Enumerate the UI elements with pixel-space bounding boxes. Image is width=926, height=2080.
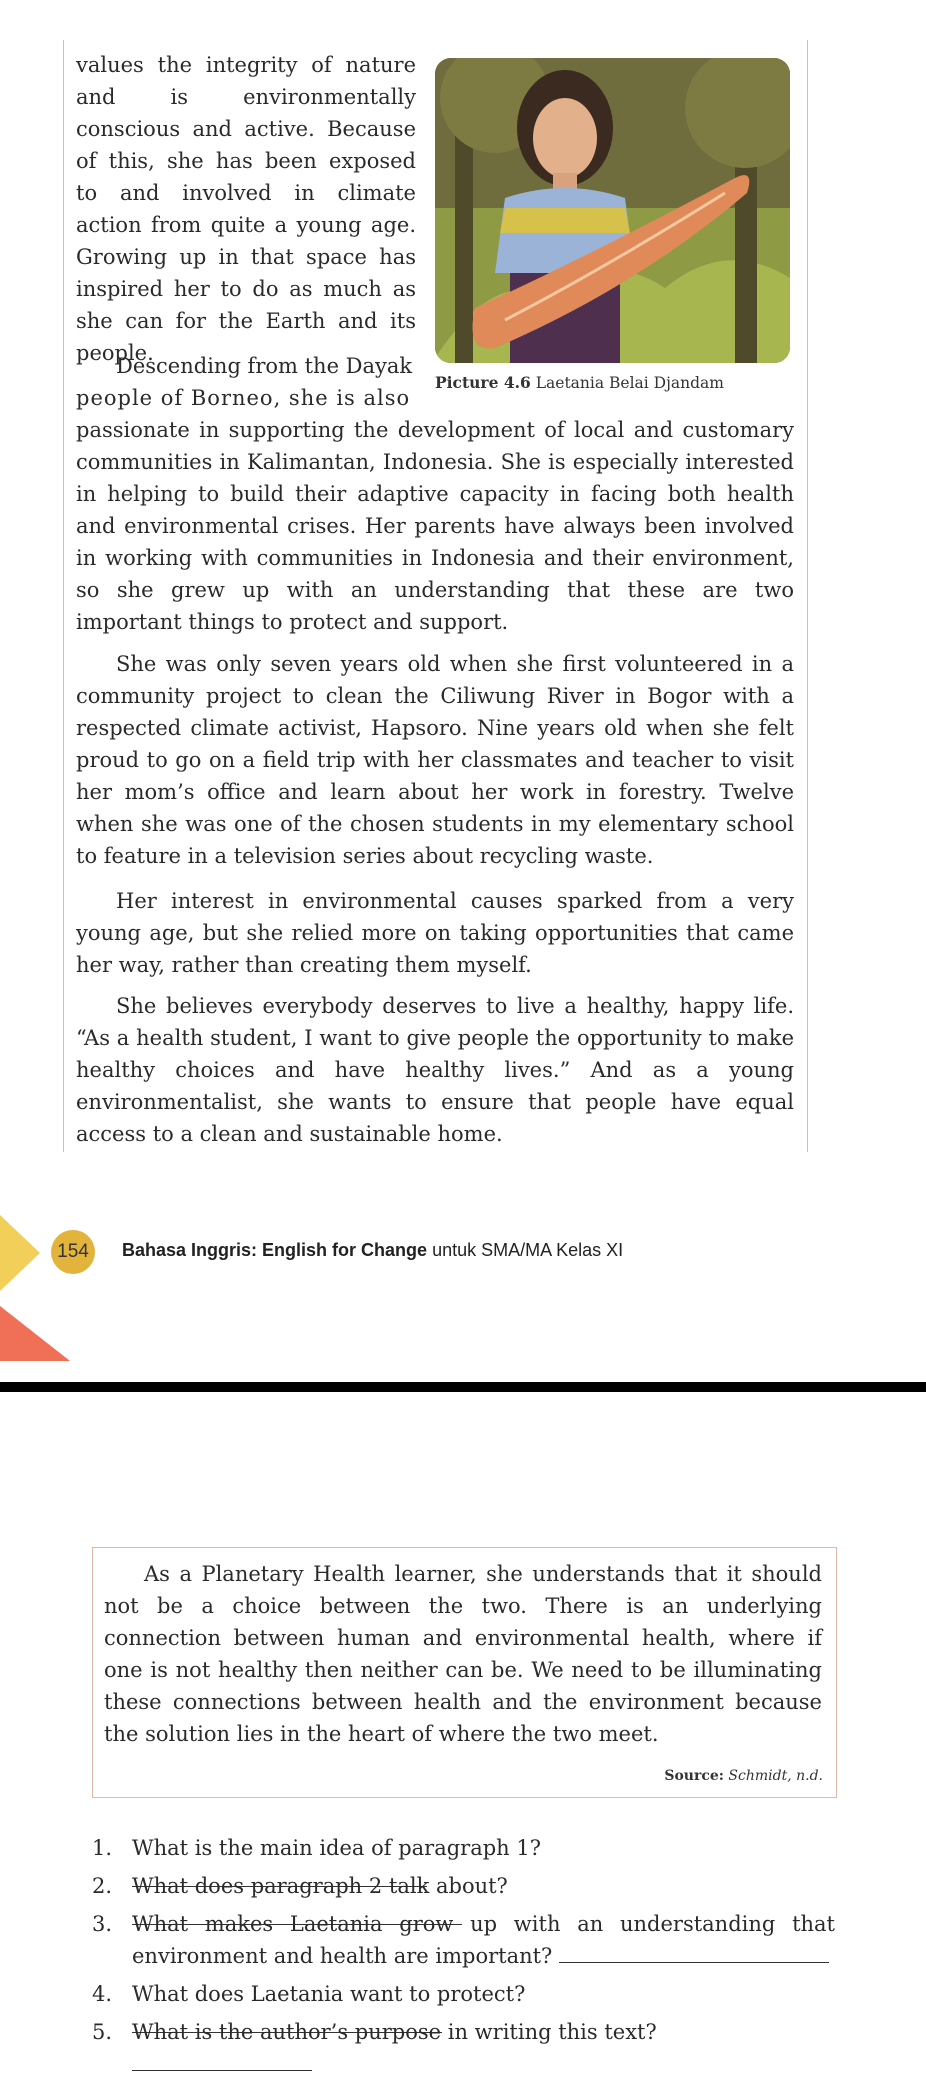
source-note	[664, 1768, 823, 1784]
page-separator	[0, 1382, 926, 1392]
paragraph-2-second-line: people of Borneo, she is also	[76, 386, 411, 410]
page-number: 154	[51, 1230, 95, 1274]
paragraph-1: values the integrity of nature and is environmentally conscious and active. Because of this, she has been exposed to and involved in climate action from quite a young age. Growing up in that space has inspired her to do as much as she can for the Earth and its people.	[76, 53, 416, 365]
paragraph-5: She believes everybody deserves to live a healthy, happy life. “As a health student, I want to give people the opportunity to make healthy choices and have healthy lives.” And as a young environmentalist, she wants to ensure that people have equal access to a clean and sustainable home.	[76, 994, 794, 1146]
answer-line[interactable]	[559, 1944, 829, 1963]
question-text: What is the main idea of paragraph 1?	[132, 1836, 541, 1860]
question-number: 5.	[92, 2020, 113, 2044]
paragraph-2-lead: Descending from the Dayak	[116, 354, 413, 378]
book-title-rest: untuk SMA/MA Kelas XI	[432, 1240, 624, 1260]
question-text: What does Laetania want to protect?	[132, 1982, 526, 2006]
question-text-line-2: environment and health are important?	[132, 1944, 553, 1968]
book-title	[122, 1240, 623, 1261]
question-number: 3.	[92, 1912, 113, 1936]
question-number: 4.	[92, 1982, 113, 2006]
question-number: 1.	[92, 1836, 113, 1860]
caption-text: Laetania Belai Djandam	[535, 374, 724, 392]
question-3	[92, 1908, 835, 1972]
question-text: What is the author’s purpose in writing this text?	[132, 2020, 657, 2044]
question-text-line-1: What makes Laetania grow up with an understanding that	[132, 1912, 835, 1936]
question-text: What does paragraph 2 talk about?	[132, 1874, 508, 1898]
paragraph-6: As a Planetary Health learner, she understands that it should not be a choice between the two. There is an underlying connection between human and environmental health, where if one is not healthy then neither can be. We need to be illuminating these connections between health and the environment because the solution lies in the heart of where the two meet.	[104, 1562, 822, 1746]
source-value: Schmidt, n.d.	[728, 1768, 823, 1784]
question-number: 2.	[92, 1874, 113, 1898]
laetania-illustration	[435, 58, 790, 363]
book-title-bold: Bahasa Inggris: English for Change	[122, 1240, 428, 1260]
portrait-image	[435, 58, 790, 363]
paragraph-4: Her interest in environmental causes sparked from a very young age, but she relied more on taking opportunities that came her way, rather than creating them myself.	[76, 889, 794, 977]
paragraph-2-rest: passionate in supporting the development of local and customary communities in Kalimantan, Indonesia. She is especially interested in helping to build their adaptive capacity in facing both health and environmental crises. Her parents have always been involved in working with communities in Indonesia and their environment, so she grew up with an understanding that these are two important things to protect and support.	[76, 418, 794, 634]
paragraph-3: She was only seven years old when she first volunteered in a community project to clean the Ciliwung River in Bogor with a respected climate activist, Hapsoro. Nine years old when she felt proud to go on a field trip with her classmates and teacher to visit her mom’s office and learn about her work in forestry. Twelve when she was one of the chosen students in my elementary school to feature in a television series about recycling waste.	[76, 652, 794, 868]
figure-caption	[435, 373, 724, 392]
source-label: Source:	[664, 1768, 724, 1784]
answer-line[interactable]	[132, 2052, 312, 2071]
caption-label: Picture 4.6	[435, 373, 531, 392]
